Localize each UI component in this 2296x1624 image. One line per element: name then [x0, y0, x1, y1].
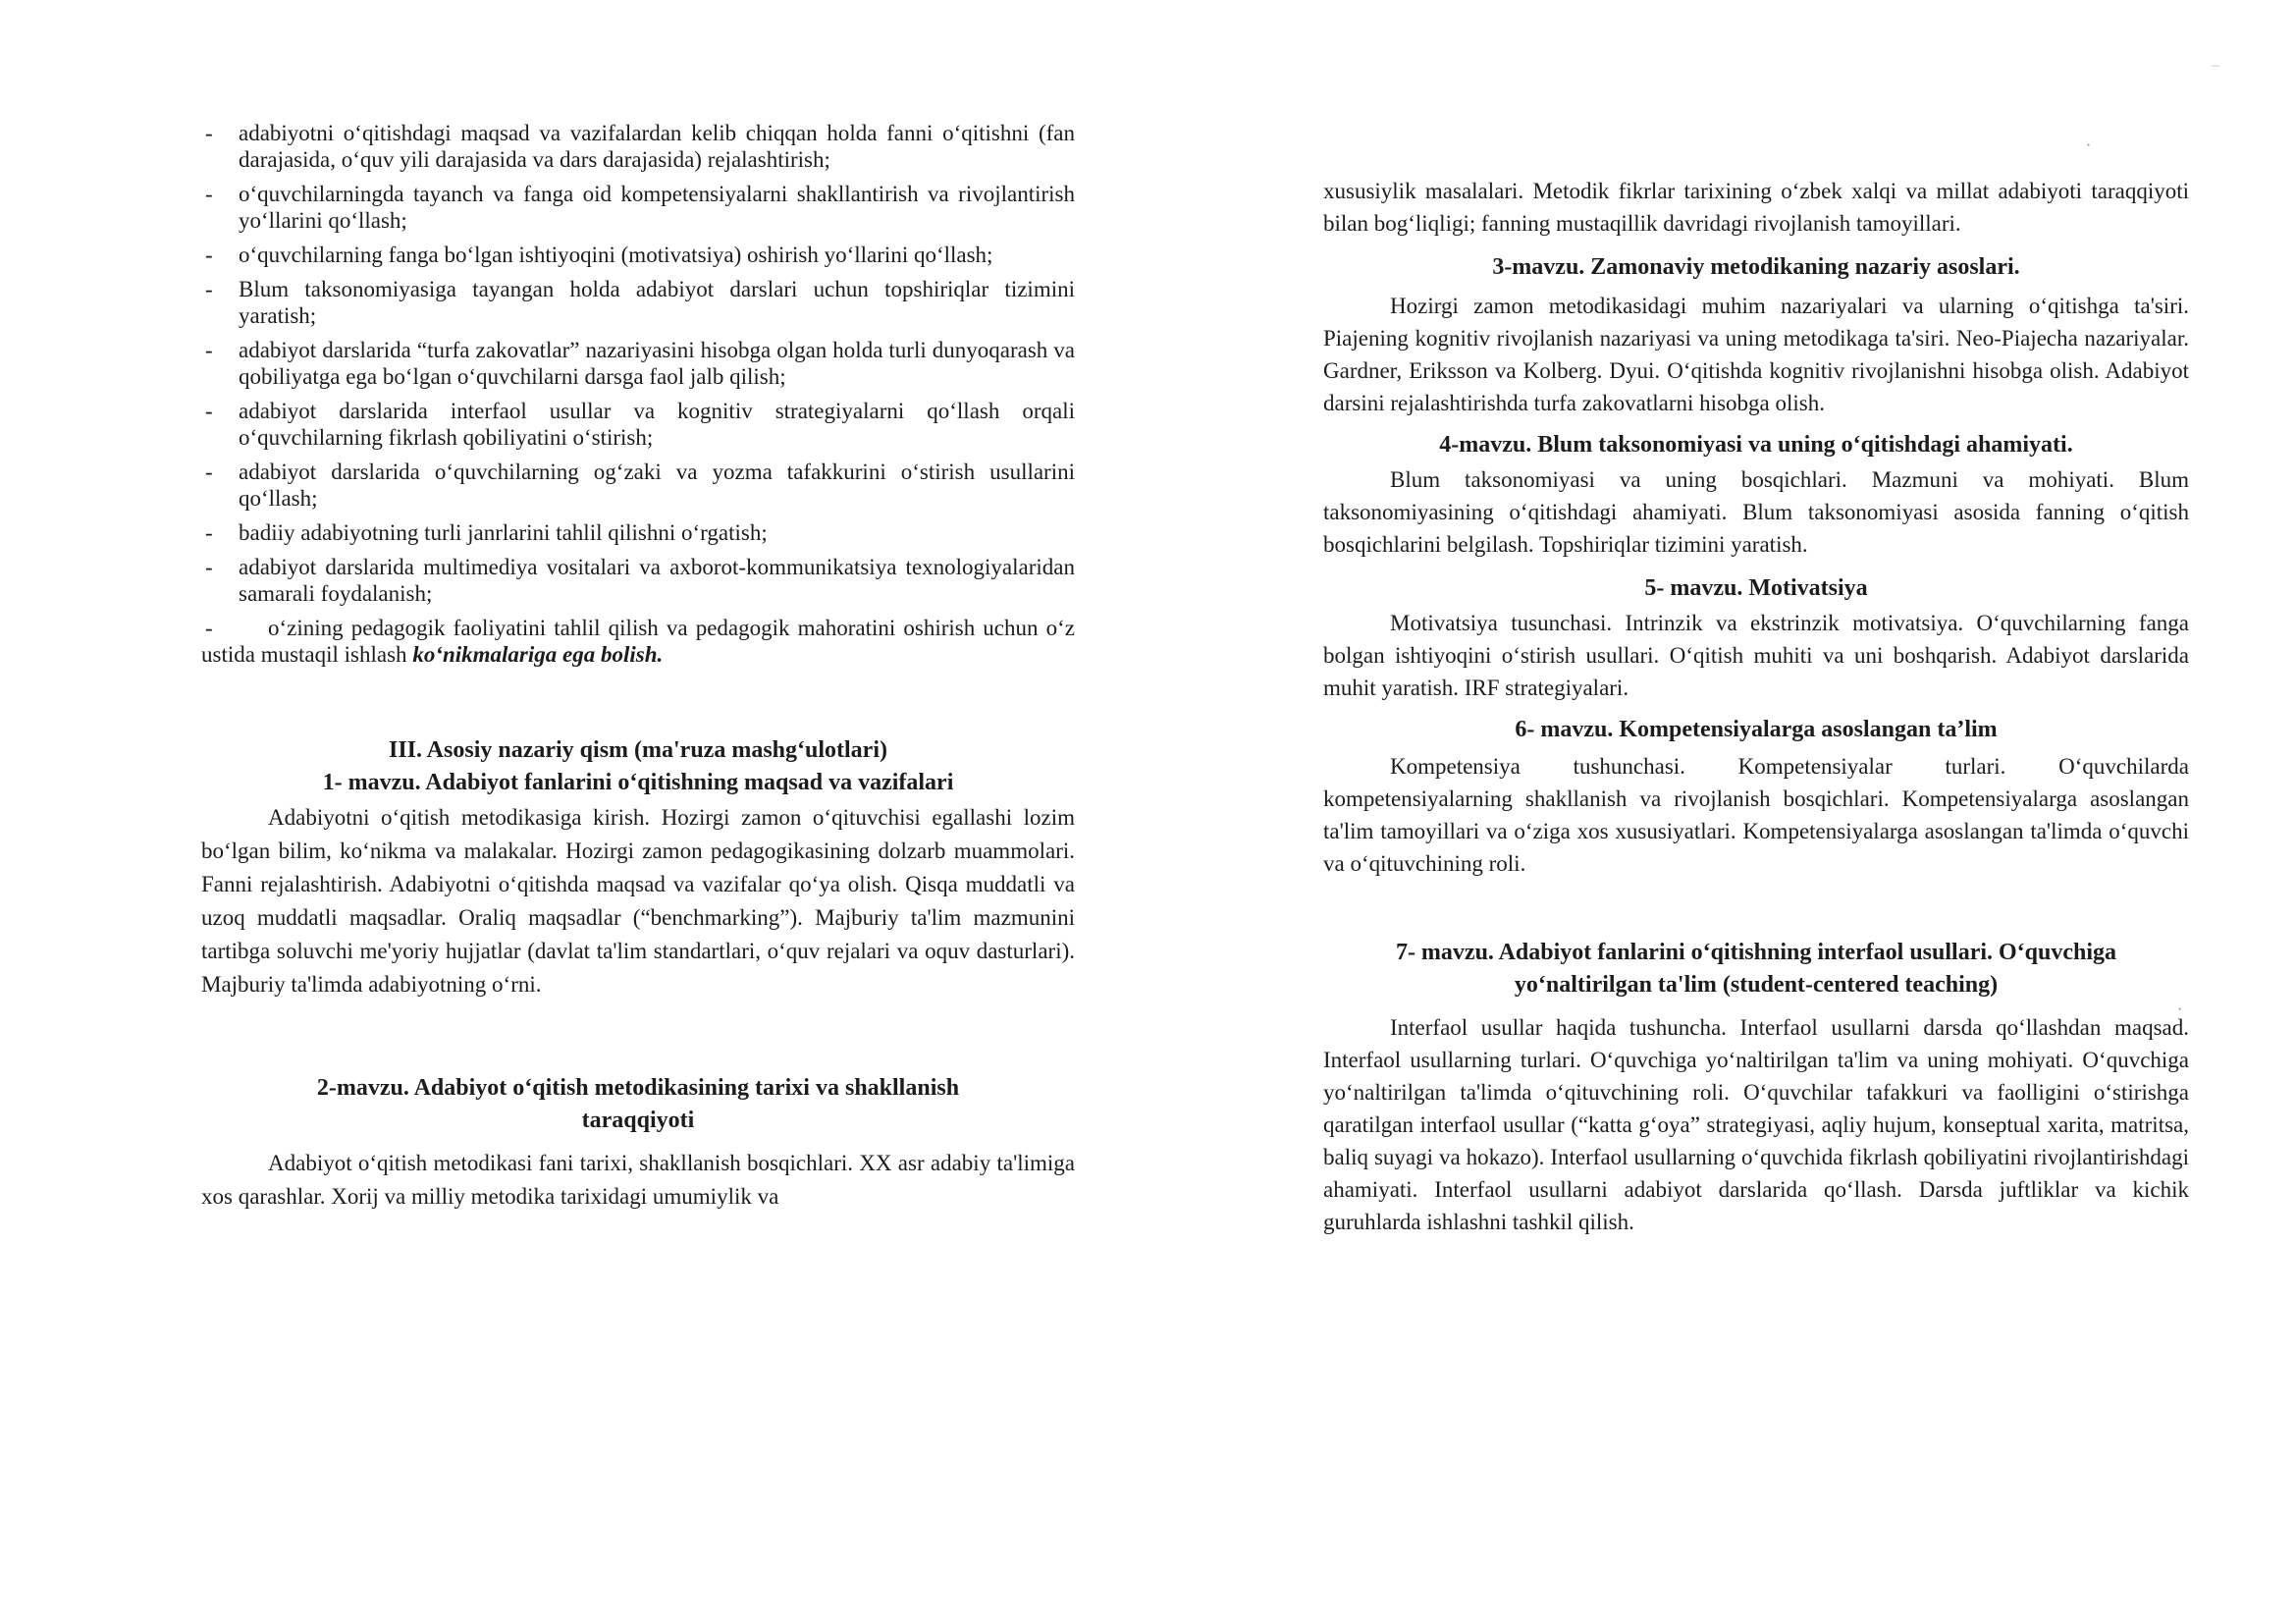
- dash-marker: -: [205, 338, 213, 362]
- topic-7-text: Interfaol usullar haqida tushuncha. Interfaol usullarni darsda qo‘llashdan maqsad. Interfaol usullarning turlari. O‘quvchiga yo‘naltirilgan ta'lim va uning mohiyati. O‘quvchiga yo‘naltirilgan ta'limda o‘qituvchining roli. O‘quvchilar tafakkuri va faolligini o‘stirishga qaratilgan interfaol usullar (“katta g‘oya” strategiyasi, aqliy hujum, konseptual xarita, matritsa, baliq suyagi va hokazo). Interfaol usullarning o‘quvchida fikrlash qobiliyatini rivojlantirishdagi ahamiyati. Interfaol usullarni adabiyot darslarida qo‘llash. Darsda juftliklar va kichik guruhlarda ishlashni tashkil qilish.: [1323, 1015, 2189, 1234]
- continuation-text: xususiylik masalalari. Metodik fikrlar tarixining o‘zbek xalqi va millat adabiyoti taraqqiyoti bilan bog‘liqligi; fanning mustaqillik davridagi rivojlanish tamoyillari.: [1323, 179, 2189, 236]
- list-item: - adabiyot darslarida o‘quvchilarning og‘zaki va yozma tafakkurini o‘stirish usullarini qo‘llash;: [205, 460, 1075, 511]
- topic-1-text: Adabiyotni o‘qitish metodikasiga kirish. Hozirgi zamon o‘qituvchisi egallashi lozim bo‘lgan bilim, ko‘nikma va malakalar. Hozirgi zamon pedagogikasining dolzarb muammolari. Fanni rejalashtirish. Adabiyotni o‘qitishda maqsad va vazifalar qo‘ya olish. Qisqa muddatli va uzoq muddatli maqsadlar. Oraliq maqsadlar (“benchmarking”). Majburiy ta'lim mazmunini tartibga soluvchi me'yoriy hujjatlar (davlat ta'lim standartlari, o‘quv rejalari va oquv dasturlari). Majburiy ta'limda adabiyotning o‘rni.: [201, 805, 1075, 997]
- list-item: - adabiyot darslarida interfaol usullar va kognitiv strategiyalarni qo‘llash orqali o‘quvchilarning fikrlash qobiliyatini o‘stirish;: [205, 399, 1075, 450]
- topic-6-title: 6- mavzu. Kompetensiyalarga asoslangan ta’lim: [1515, 717, 1998, 742]
- list-item: - Blum taksonomiyasiga tayangan holda adabiyot darslari uchun topshiriqlar tizimini yaratish;: [205, 277, 1075, 328]
- list-item: - adabiyot darslarida multimediya vositalari va axborot-kommunikatsiya texnologiyalaridan samarali foydalanish;: [205, 555, 1075, 606]
- list-item: - o‘quvchilarningda tayanch va fanga oid kompetensiyalarni shakllantirish va rivojlantirish yo‘llarini qo‘llash;: [205, 182, 1075, 233]
- topic-7-title: 7- mavzu. Adabiyot fanlarini o‘qitishning interfaol usullari. O‘quvchiga yo‘naltirilgan ta'lim (student-centered teaching): [1395, 940, 2117, 998]
- emphasis-text: ko‘nikmalariga ega bolish.: [412, 642, 664, 667]
- topic-1-title: 1- mavzu. Adabiyot fanlarini o‘qitishning maqsad va vazifalari: [322, 770, 954, 795]
- list-item: - adabiyotni o‘qitishdagi maqsad va vazifalardan kelib chiqqan holda fanni o‘qitishni (fan darajasida, o‘quv yili darajasida va dars darajasida) rejalashtirish;: [205, 121, 1075, 172]
- topic-2-title: 2-mavzu. Adabiyot o‘qitish metodikasining tarixi va shakllanish taraqqiyoti: [316, 1075, 960, 1133]
- dash-marker: -: [205, 121, 213, 145]
- section-title: III. Asosiy nazariy qism (ma'ruza mashg‘ulotlari): [388, 737, 887, 763]
- list-item: - badiiy adabiyotning turli janrlarini tahlil qilishni o‘rgatish;: [205, 520, 768, 545]
- dash-marker: -: [205, 520, 213, 545]
- right-page: [1323, 0, 2189, 1624]
- dash-marker: -: [205, 182, 213, 206]
- topic-5-text: Motivatsiya tusunchasi. Intrinzik va ekstrinzik motivatsiya. O‘quvchilarning fanga bolgan ishtiyoqini o‘stirish usullari. O‘qitish muhiti va uni boshqarish. Adabiyot darslarida muhit yaratish. IRF strategiyalari.: [1323, 611, 2189, 700]
- topic-4-text: Blum taksonomiyasi va uning bosqichlari. Mazmuni va mohiyati. Blum taksonomiyasining o‘qitishdagi ahamiyati. Blum taksonomiyasi asosida fanning o‘qitish bosqichlarini belgilash. Topshiriqlar tizimini yaratish.: [1323, 467, 2189, 557]
- list-item: - adabiyot darslarida “turfa zakovatlar” nazariyasini hisobga olgan holda turli dunyoqarash va qobiliyatga ega bo‘lgan o‘quvchilarni darsga faol jalb qilish;: [205, 338, 1075, 389]
- dash-marker: -: [205, 460, 213, 484]
- competency-list: [201, 120, 1075, 668]
- topic-5-title: 5- mavzu. Motivatsiya: [1644, 575, 1868, 601]
- dash-marker: -: [205, 243, 213, 267]
- list-item-last: - o‘zining pedagogik faoliyatini tahlil qilish va pedagogik mahoratini oshirish uchun o‘z ustida mustaqil ishlash ko‘nikmalariga ega bolish.: [201, 616, 1075, 667]
- topic-6-text: Kompetensiya tushunchasi. Kompetensiyalar turlari. O‘quvchilarda kompetensiyalarning shakllanish va rivojlanish bosqichlari. Kompetensiyalarga asoslangan ta'lim tamoyillari va o‘ziga xos xususiyatlari. Kompetensiyalarga asoslangan ta'limda o‘quvchi va o‘qituvchining roli.: [1323, 754, 2189, 876]
- dash-marker: -: [205, 277, 213, 301]
- topic-3-title: 3-mavzu. Zamonaviy metodikaning nazariy asoslari.: [1492, 254, 2020, 280]
- scan-speck: ·: [2177, 1001, 2183, 1018]
- topic-4-title: 4-mavzu. Blum taksonomiyasi va uning o‘qitishdagi ahamiyati.: [1439, 432, 2073, 458]
- dash-marker: -: [205, 616, 213, 640]
- dash-marker: -: [205, 399, 213, 423]
- list-item: - o‘quvchilarning fanga bo‘lgan ishtiyoqini (motivatsiya) oshirish yo‘llarini qo‘llash;: [205, 243, 993, 267]
- scan-speck: –: [2212, 57, 2219, 74]
- topic-2-text: Adabiyot o‘qitish metodikasi fani tarixi, shakllanish bosqichlari. XX asr adabiy ta'limiga xos qarashlar. Xorij va milliy metodika tarixidagi umumiylik va: [201, 1151, 1075, 1209]
- dash-marker: -: [205, 555, 213, 579]
- scan-speck: ·: [2086, 137, 2092, 154]
- left-page: [201, 0, 1075, 1624]
- topic-3-text: Hozirgi zamon metodikasidagi muhim nazariyalari va ularning o‘qitishga ta'siri. Piajening kognitiv rivojlanish nazariyasi va uning metodikaga ta'siri. Neo-Piajecha nazariyalar. Gardner, Eriksson va Kolberg. Dyui. O‘qitishda kognitiv rivojlanishni hisobga olish. Adabiyot darsini rejalashtirishda turfa zakovatlarni hisobga olish.: [1323, 294, 2189, 415]
